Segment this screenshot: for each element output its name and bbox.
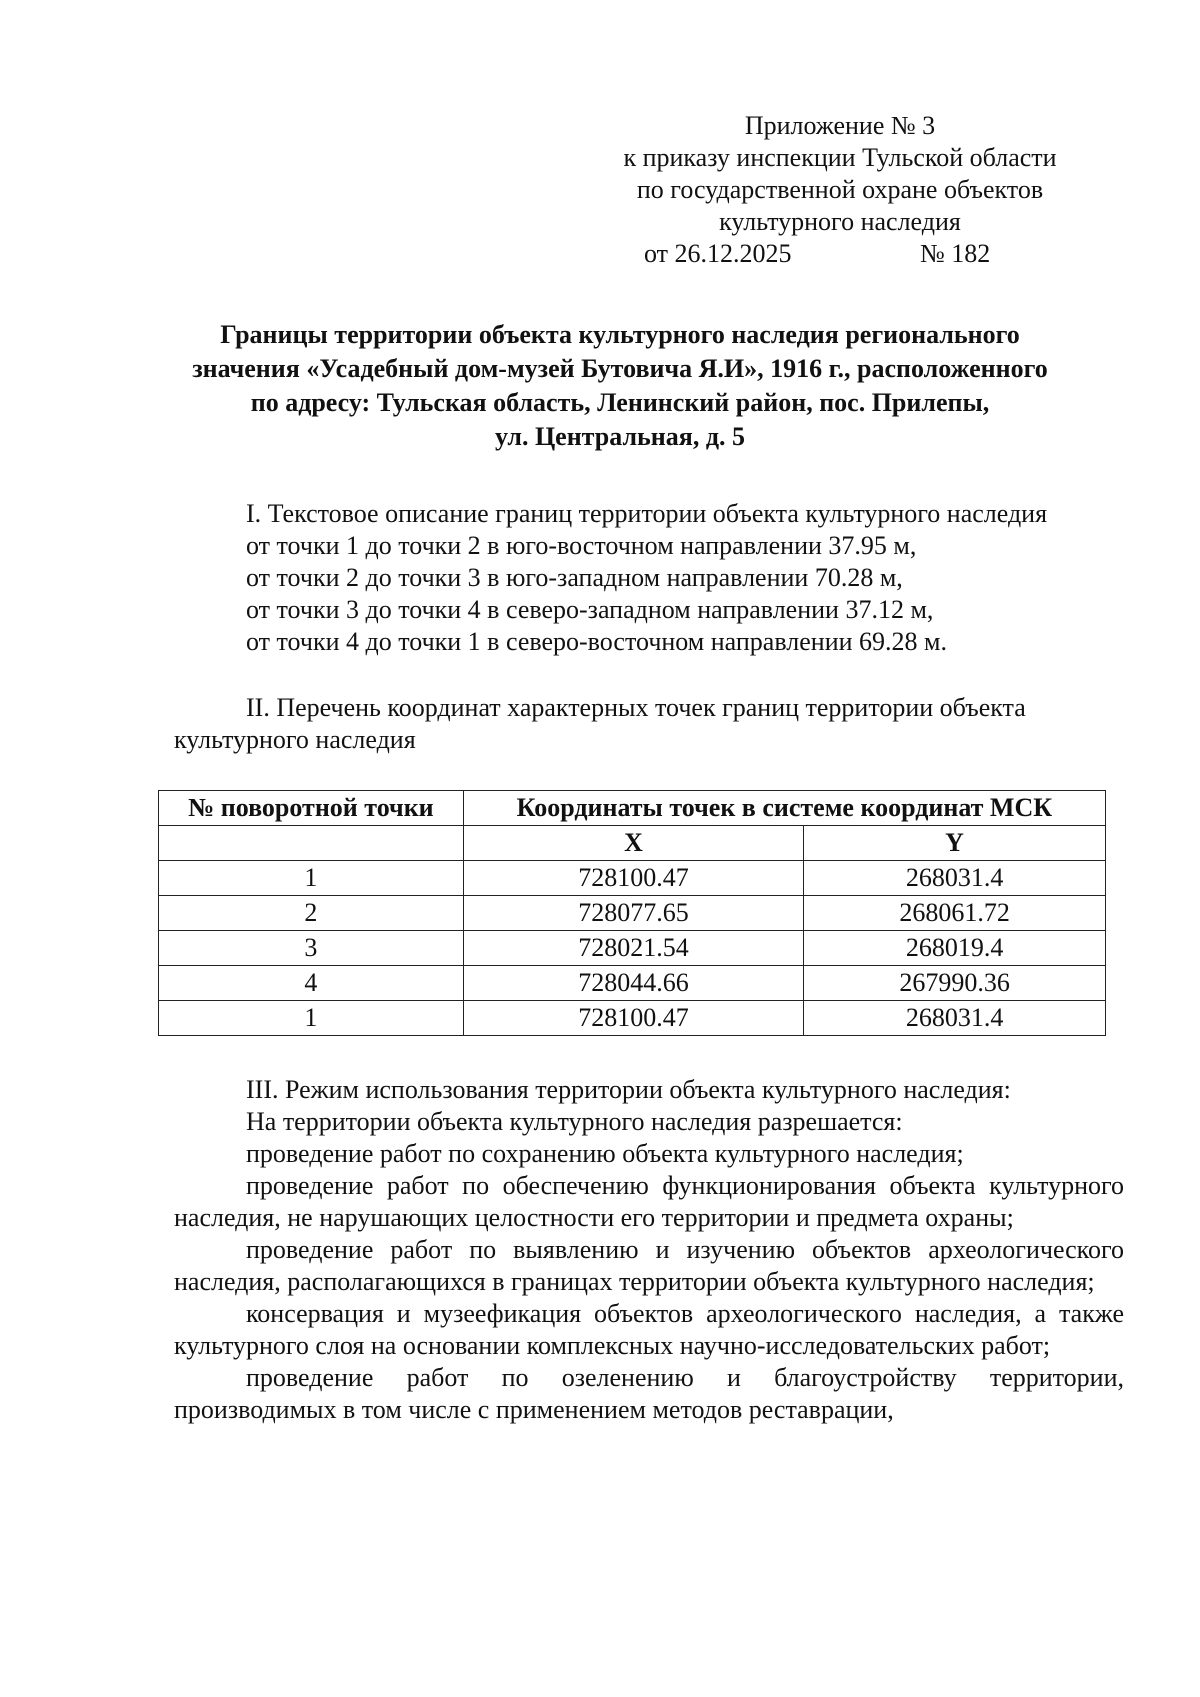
- section-text-description: [174, 498, 1124, 658]
- section-coordinates-heading: II. Перечень координат характерных точек границ территории объекта культурного наследия: [174, 693, 1026, 754]
- y-cell: 268019.4: [804, 931, 1106, 966]
- x-cell: 728100.47: [463, 861, 803, 896]
- boundary-segment: от точки 3 до точки 4 в северо-западном направлении 37.12 м,: [246, 595, 934, 624]
- paragraph: На территории объекта культурного наследия разрешается:: [246, 1107, 903, 1136]
- x-column-header: X: [463, 826, 803, 861]
- y-cell: 268031.4: [804, 861, 1106, 896]
- order-date-row: [560, 238, 1120, 270]
- order-reference-line: к приказу инспекции Тульской области: [623, 143, 1057, 172]
- title-line: по адресу: Тульская область, Ленинский район, пос. Прилепы,: [250, 388, 990, 417]
- paragraph: проведение работ по обеспечению функционирования объекта культурного наследия, не нарушающих целостности его территории и предмета охраны;: [174, 1171, 1124, 1232]
- y-cell: 267990.36: [804, 966, 1106, 1001]
- x-cell: 728044.66: [463, 966, 803, 1001]
- table-row: [159, 1001, 1106, 1036]
- x-cell: 728100.47: [463, 1001, 803, 1036]
- point-column-header: № поворотной точки: [159, 791, 464, 826]
- appendix-label: Приложение № 3: [744, 111, 936, 140]
- table-header-row: [159, 791, 1106, 826]
- order-date: от 26.12.2025: [644, 239, 792, 268]
- boundary-segment: от точки 1 до точки 2 в юго-восточном направлении 37.95 м,: [246, 531, 917, 560]
- coordinates-table: [158, 790, 1106, 1036]
- x-cell: 728077.65: [463, 896, 803, 931]
- title-line: ул. Центральная, д. 5: [495, 422, 745, 451]
- table-row: [159, 931, 1106, 966]
- title-line: Границы территории объекта культурного наследия регионального: [220, 320, 1020, 349]
- boundary-segment: от точки 4 до точки 1 в северо-восточном направлении 69.28 м.: [246, 627, 947, 656]
- section-heading: I. Текстовое описание границ территории объекта культурного наследия: [246, 499, 1048, 528]
- paragraph: проведение работ по выявлению и изучению объектов археологического наследия, располагающихся в границах территории объекта культурного наследия;: [174, 1235, 1124, 1296]
- y-column-header: Y: [804, 826, 1106, 861]
- table-row: [159, 861, 1106, 896]
- order-reference-line: по государственной охране объектов: [636, 175, 1044, 204]
- point-cell: 4: [159, 966, 464, 1001]
- appendix-header: [560, 110, 1120, 270]
- table-subheader-row: [159, 826, 1106, 861]
- order-reference-line: культурного наследия: [719, 207, 961, 236]
- section-heading: III. Режим использования территории объекта культурного наследия:: [246, 1075, 1011, 1104]
- coords-column-header: Координаты точек в системе координат МСК: [463, 791, 1105, 826]
- y-cell: 268031.4: [804, 1001, 1106, 1036]
- boundary-segment: от точки 2 до точки 3 в юго-западном направлении 70.28 м,: [246, 563, 903, 592]
- title-line: значения «Усадебный дом-музей Бутовича Я.И», 1916 г., расположенного: [192, 354, 1048, 383]
- table-row: [159, 966, 1106, 1001]
- point-cell: 1: [159, 1001, 464, 1036]
- point-cell: 3: [159, 931, 464, 966]
- point-cell: 1: [159, 861, 464, 896]
- paragraph: проведение работ по сохранению объекта культурного наследия;: [246, 1139, 964, 1168]
- y-cell: 268061.72: [804, 896, 1106, 931]
- document-title: [140, 318, 1100, 454]
- paragraph: проведение работ по озеленению и благоустройству территории, производимых в том числе с применением методов реставрации,: [174, 1363, 1124, 1424]
- x-cell: 728021.54: [463, 931, 803, 966]
- point-cell: 2: [159, 896, 464, 931]
- order-number: № 182: [920, 239, 991, 268]
- empty-subheader-cell: [159, 826, 464, 861]
- section-usage-regime: [174, 1074, 1124, 1426]
- table-row: [159, 896, 1106, 931]
- paragraph: консервация и музеефикация объектов археологического наследия, а также культурного слоя на основании комплексных научно-исследовательских работ;: [174, 1299, 1124, 1360]
